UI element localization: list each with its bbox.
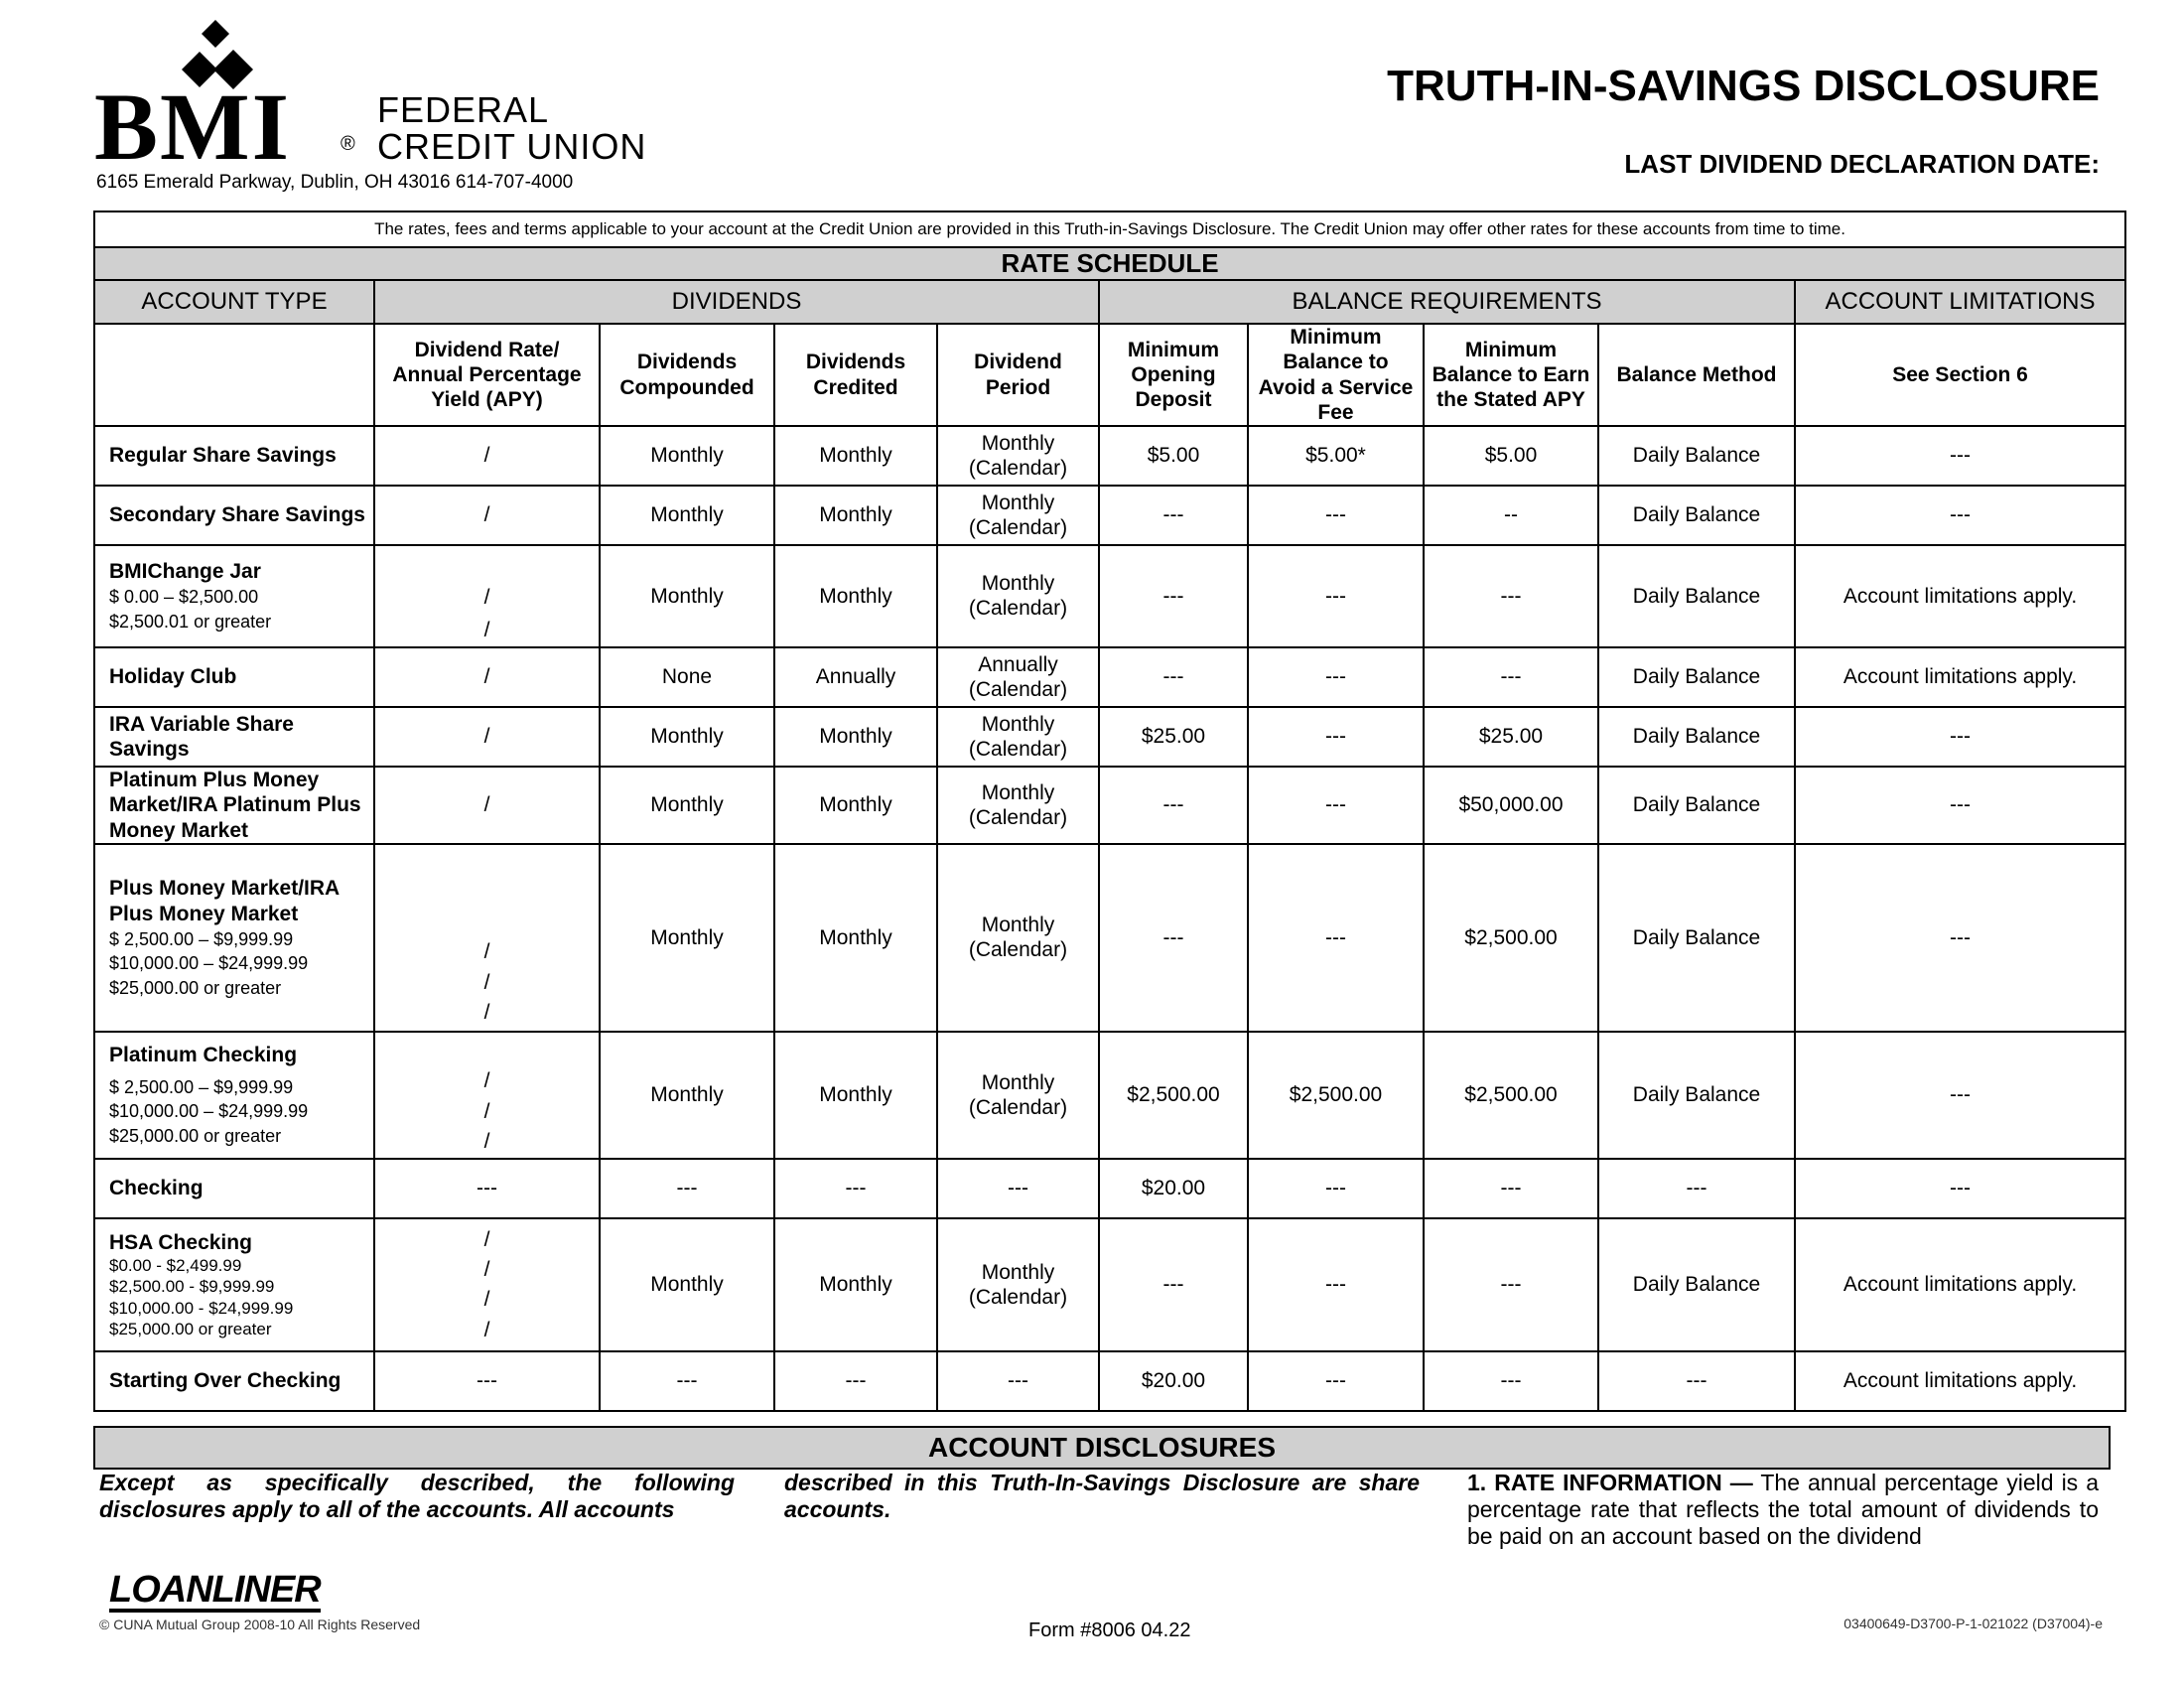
table-row (94, 767, 2125, 844)
cell-compounded: Monthly (600, 767, 774, 844)
cell-credited: --- (774, 1159, 937, 1218)
cell-period: Annually (Calendar) (937, 647, 1099, 707)
rate-information-text: The annual percentage yield is a percentage rate that reflects the total amount of dividends to be paid on an account based on the dividend (1467, 1470, 2099, 1549)
declaration-date-label: LAST DIVIDEND DECLARATION DATE: (1624, 149, 2100, 179)
cell-rate: / (374, 647, 600, 707)
cell-method: Daily Balance (1598, 767, 1795, 844)
subhead-min-fee: Minimum Balance to Avoid a Service Fee (1248, 324, 1424, 426)
cell-min-fee: $5.00* (1248, 426, 1424, 486)
cell-min-open: --- (1099, 647, 1248, 707)
account-name: IRA Variable Share Savings (109, 712, 294, 761)
cell-min-apy: $25.00 (1424, 707, 1598, 767)
cell-min-apy: $2,500.00 (1424, 844, 1598, 1032)
table-row (94, 1218, 2125, 1351)
cell-rate: / (483, 970, 490, 994)
cell-method: --- (1598, 1159, 1795, 1218)
disclosure-column-2: described in this Truth-In-Savings Disclosure are share accounts. (784, 1470, 1420, 1522)
cell-rate: --- (374, 1351, 600, 1411)
cell-min-open: --- (1099, 844, 1248, 1032)
cell-method: Daily Balance (1598, 486, 1795, 545)
cell-compounded: Monthly (600, 486, 774, 545)
subhead-blank (94, 324, 374, 426)
table-row (94, 426, 2125, 486)
cell-rate: / (483, 940, 490, 964)
tier-label: $25,000.00 or greater (109, 977, 282, 998)
subhead-limits: See Section 6 (1795, 324, 2125, 426)
account-name: Platinum Checking (109, 1044, 298, 1067)
tier-label: $ 2,500.00 – $9,999.99 (109, 1076, 294, 1097)
cell-compounded: Monthly (600, 426, 774, 486)
table-row (94, 844, 2125, 1032)
subhead-compounded: Dividends Compounded (600, 324, 774, 426)
cell-credited: --- (774, 1351, 937, 1411)
cell-period: Monthly (Calendar) (937, 1032, 1099, 1159)
cell-period: --- (937, 1159, 1099, 1218)
cell-limit: --- (1795, 426, 2125, 486)
cell-limit: --- (1795, 1159, 2125, 1218)
account-name: BMIChange Jar (109, 560, 261, 584)
cell-period: Monthly (Calendar) (937, 767, 1099, 844)
cell-min-apy: --- (1424, 545, 1598, 647)
cell-min-apy: --- (1424, 1218, 1598, 1351)
group-balance: BALANCE REQUIREMENTS (1099, 280, 1795, 324)
account-name: Starting Over Checking (109, 1369, 341, 1393)
account-name: Checking (109, 1177, 204, 1200)
cell-limit: --- (1795, 844, 2125, 1032)
cell-limit: --- (1795, 1032, 2125, 1159)
cell-min-fee: --- (1248, 647, 1424, 707)
cell-method: Daily Balance (1598, 647, 1795, 707)
cell-rate: / (483, 1000, 490, 1024)
cell-min-open: --- (1099, 1218, 1248, 1351)
tier-label: $ 2,500.00 – $9,999.99 (109, 928, 294, 949)
cell-credited: Monthly (774, 1218, 937, 1351)
cell-rate: / (483, 1129, 490, 1153)
cell-compounded: Monthly (600, 1218, 774, 1351)
registered-mark: ® (341, 133, 355, 155)
cell-rate: / (483, 1258, 490, 1282)
cell-method: Daily Balance (1598, 426, 1795, 486)
cell-rate: / (483, 1069, 490, 1093)
cell-compounded: --- (600, 1351, 774, 1411)
cell-rate: / (374, 426, 600, 486)
cell-credited: Monthly (774, 426, 937, 486)
table-row (94, 707, 2125, 767)
cell-method: Daily Balance (1598, 545, 1795, 647)
cell-credited: Monthly (774, 1032, 937, 1159)
cell-rate: / (483, 1288, 490, 1312)
cell-method: --- (1598, 1351, 1795, 1411)
account-name: Holiday Club (109, 665, 237, 689)
tier-label: $10,000.00 – $24,999.99 (109, 1101, 309, 1122)
table-row (94, 647, 2125, 707)
account-name: Secondary Share Savings (109, 503, 365, 527)
table-row (94, 1032, 2125, 1159)
cell-min-open: --- (1099, 767, 1248, 844)
cell-min-fee: --- (1248, 707, 1424, 767)
cell-min-apy: --- (1424, 1351, 1598, 1411)
cell-limit: Account limitations apply. (1795, 545, 2125, 647)
tier-label: $2,500.01 or greater (109, 612, 272, 633)
cell-method: Daily Balance (1598, 1218, 1795, 1351)
tier-label: $25,000.00 or greater (109, 1125, 282, 1146)
cell-credited: Monthly (774, 486, 937, 545)
cell-min-apy: --- (1424, 647, 1598, 707)
cell-min-open: --- (1099, 486, 1248, 545)
cell-credited: Monthly (774, 767, 937, 844)
account-disclosures-title: ACCOUNT DISCLOSURES (93, 1426, 2111, 1470)
cell-min-apy: --- (1424, 1159, 1598, 1218)
rate-schedule-title: RATE SCHEDULE (94, 247, 2125, 280)
cell-rate: --- (374, 1159, 600, 1218)
tier-label: $25,000.00 or greater (109, 1319, 272, 1338)
cell-period: Monthly (Calendar) (937, 1218, 1099, 1351)
loanliner-logo: LOANLINER (109, 1569, 321, 1611)
disclosure-column-3 (1467, 1470, 2099, 1550)
cell-credited: Monthly (774, 545, 937, 647)
cell-credited: Annually (774, 647, 937, 707)
cell-min-fee: --- (1248, 844, 1424, 1032)
form-number: Form #8006 04.22 (1028, 1619, 1191, 1641)
document-title: TRUTH-IN-SAVINGS DISCLOSURE (1387, 62, 2100, 110)
cell-min-open: --- (1099, 545, 1248, 647)
cell-limit: Account limitations apply. (1795, 1218, 2125, 1351)
cell-min-apy: $5.00 (1424, 426, 1598, 486)
cell-limit: Account limitations apply. (1795, 1351, 2125, 1411)
account-name: Regular Share Savings (109, 444, 337, 468)
disclosure-column-1: Except as specifically described, the following disclosures apply to all of the accounts. All accounts (99, 1470, 735, 1522)
brand-line1: FEDERAL (377, 89, 550, 130)
cell-min-fee: --- (1248, 1159, 1424, 1218)
cell-rate: / (483, 1099, 490, 1123)
tier-label: $ 0.00 – $2,500.00 (109, 587, 259, 608)
cell-min-fee: $2,500.00 (1248, 1032, 1424, 1159)
cell-method: Daily Balance (1598, 1032, 1795, 1159)
table-row (94, 1351, 2125, 1411)
brand-logo: BMI (94, 73, 291, 180)
cell-min-open: $20.00 (1099, 1159, 1248, 1218)
cell-rate: / (483, 585, 490, 609)
cell-credited: Monthly (774, 844, 937, 1032)
cell-min-apy: -- (1424, 486, 1598, 545)
cell-period: Monthly (Calendar) (937, 707, 1099, 767)
cell-compounded: Monthly (600, 1032, 774, 1159)
cell-min-fee: --- (1248, 1218, 1424, 1351)
group-limitations: ACCOUNT LIMITATIONS (1795, 280, 2125, 324)
table-row (94, 545, 2125, 647)
cell-min-open: $20.00 (1099, 1351, 1248, 1411)
table-row (94, 1159, 2125, 1218)
rate-schedule-table (93, 211, 2126, 1412)
tier-label: $0.00 - $2,499.99 (109, 1255, 242, 1275)
cell-min-open: $2,500.00 (1099, 1032, 1248, 1159)
tier-label: $10,000.00 - $24,999.99 (109, 1298, 294, 1318)
cell-min-fee: --- (1248, 767, 1424, 844)
cell-min-fee: --- (1248, 486, 1424, 545)
cell-rate: / (483, 618, 490, 641)
tier-label: $10,000.00 – $24,999.99 (109, 953, 309, 974)
cell-min-apy: $50,000.00 (1424, 767, 1598, 844)
copyright: © CUNA Mutual Group 2008-10 All Rights Reserved (99, 1617, 421, 1632)
cell-rate: / (374, 767, 600, 844)
cell-compounded: None (600, 647, 774, 707)
cell-limit: --- (1795, 707, 2125, 767)
cell-period: Monthly (Calendar) (937, 486, 1099, 545)
cell-min-fee: --- (1248, 545, 1424, 647)
cell-limit: --- (1795, 486, 2125, 545)
subhead-rate: Dividend Rate/ Annual Percentage Yield (APY) (374, 324, 600, 426)
cell-rate: / (374, 707, 600, 767)
brand-line2: CREDIT UNION (377, 126, 647, 167)
intro-text: The rates, fees and terms applicable to your account at the Credit Union are provided in this Truth-in-Savings Disclosure. The Credit Union may offer other rates for these accounts from time to time. (94, 211, 2125, 247)
group-account-type: ACCOUNT TYPE (94, 280, 374, 324)
cell-min-fee: --- (1248, 1351, 1424, 1411)
subhead-min-open: Minimum Opening Deposit (1099, 324, 1248, 426)
cell-method: Daily Balance (1598, 844, 1795, 1032)
cell-method: Daily Balance (1598, 707, 1795, 767)
cell-compounded: --- (600, 1159, 774, 1218)
cell-limit: Account limitations apply. (1795, 647, 2125, 707)
document-code: 03400649-D3700-P-1-021022 (D37004)-e (1843, 1616, 2103, 1631)
tier-label: $2,500.00 - $9,999.99 (109, 1277, 275, 1297)
cell-min-apy: $2,500.00 (1424, 1032, 1598, 1159)
cell-limit: --- (1795, 767, 2125, 844)
subhead-min-apy: Minimum Balance to Earn the Stated APY (1424, 324, 1598, 426)
cell-compounded: Monthly (600, 707, 774, 767)
address: 6165 Emerald Parkway, Dublin, OH 43016 614-707-4000 (96, 172, 574, 193)
cell-period: --- (937, 1351, 1099, 1411)
rate-information-heading: 1. RATE INFORMATION — (1467, 1470, 1753, 1495)
cell-rate: / (374, 486, 600, 545)
cell-rate: / (483, 1228, 490, 1252)
cell-min-open: $25.00 (1099, 707, 1248, 767)
account-name: Plus Money Market/IRA Plus Money Market (109, 877, 340, 925)
account-name: Platinum Plus Money Market/IRA Platinum Plus Money Market (109, 769, 361, 842)
cell-rate: / (483, 1318, 490, 1341)
cell-compounded: Monthly (600, 844, 774, 1032)
cell-min-open: $5.00 (1099, 426, 1248, 486)
cell-compounded: Monthly (600, 545, 774, 647)
group-dividends: DIVIDENDS (374, 280, 1099, 324)
table-row (94, 486, 2125, 545)
cell-credited: Monthly (774, 707, 937, 767)
cell-period: Monthly (Calendar) (937, 844, 1099, 1032)
subhead-method: Balance Method (1598, 324, 1795, 426)
account-name: HSA Checking (109, 1230, 252, 1254)
subhead-credited: Dividends Credited (774, 324, 937, 426)
subhead-period: Dividend Period (937, 324, 1099, 426)
cell-period: Monthly (Calendar) (937, 426, 1099, 486)
cell-period: Monthly (Calendar) (937, 545, 1099, 647)
